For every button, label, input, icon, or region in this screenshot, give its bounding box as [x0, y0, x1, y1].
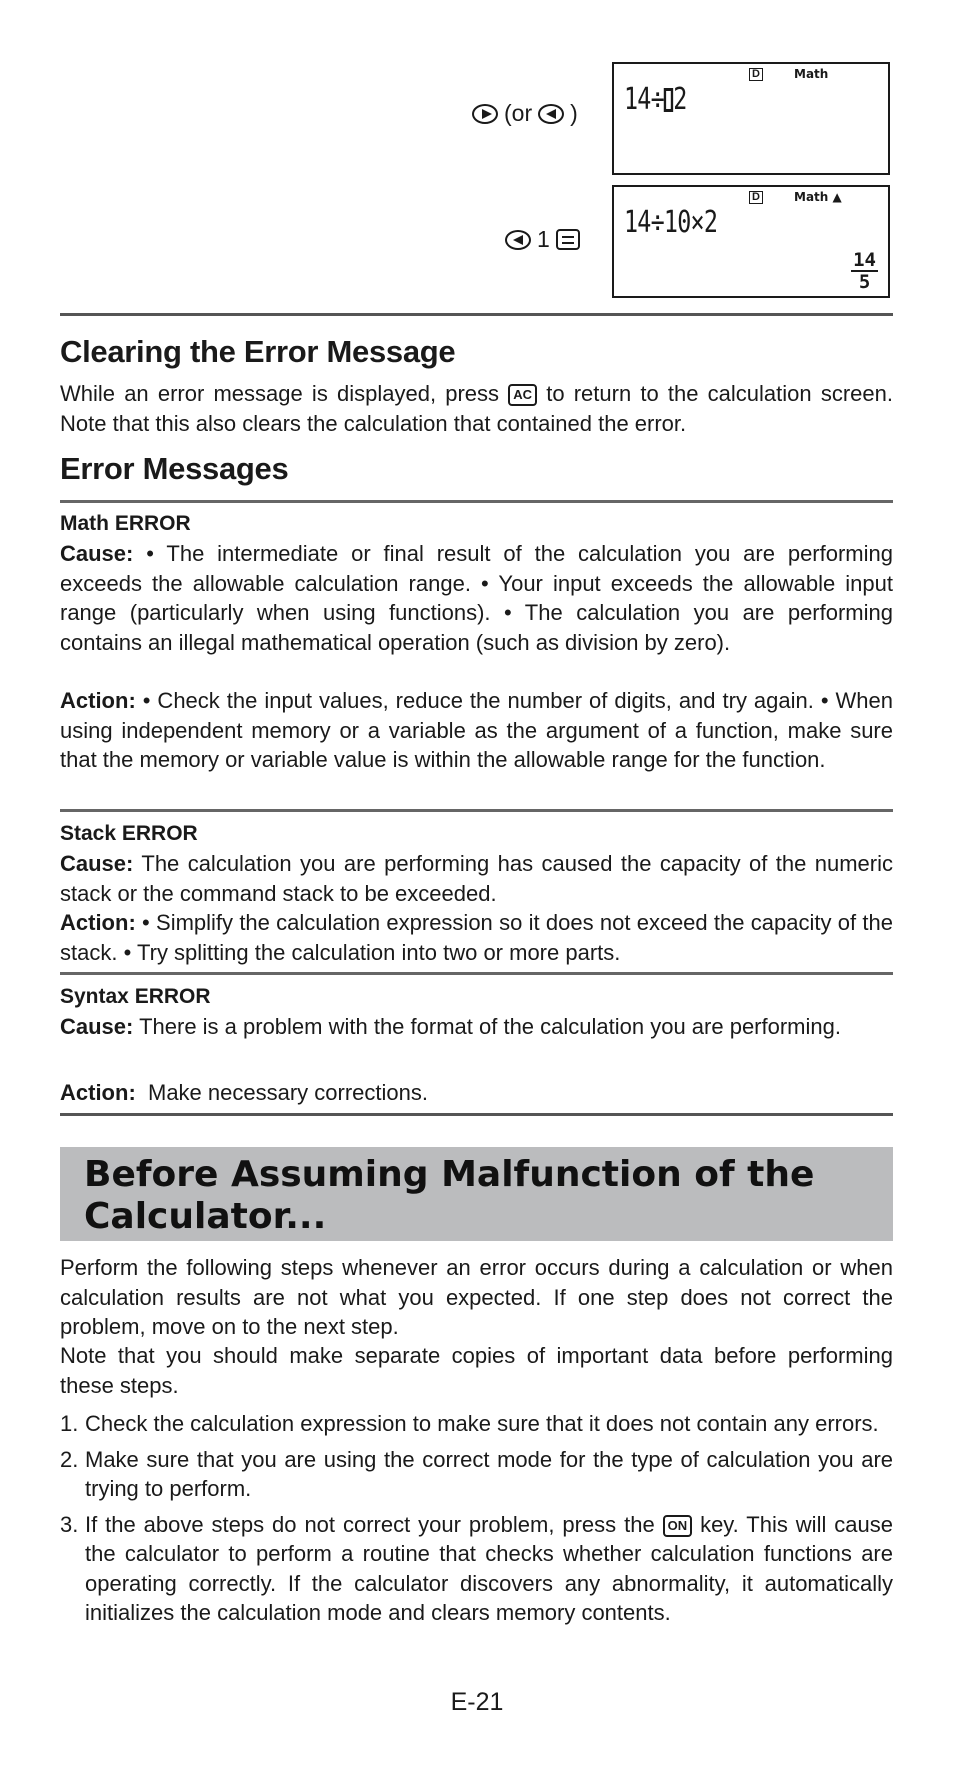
- malfunction-note: Note that you should make separate copies of important data before performing these steps.: [60, 1343, 893, 1398]
- malfunction-steps: [60, 1409, 893, 1628]
- math-error-cause: [60, 539, 893, 657]
- degree-indicator: D: [749, 191, 763, 204]
- action-text: • Simplify the calculation expression so it does not exceed the capacity of the stack. • Try splitting the calculation into two or more parts.: [60, 910, 893, 965]
- on-key-icon: ON: [663, 1515, 693, 1537]
- action-label: Action:: [60, 688, 136, 713]
- math-error-action: [60, 686, 893, 775]
- section-divider: [60, 1113, 893, 1116]
- step-text-after: key. This will cause the calculator to perform a routine that checks whether calculation functions are operating correctly. If the calculator discovers any abnormality, it automatically initializes the calculation mode and clears memory contents.: [85, 1511, 893, 1625]
- key-sequence-2: [505, 226, 580, 253]
- error-title-syntax: Syntax ERROR: [60, 985, 211, 1008]
- step-text: Check the calculation expression to make sure that it does not contain any errors.: [85, 1411, 879, 1436]
- expression-before-cursor: 14÷: [624, 82, 664, 117]
- cause-text: There is a problem with the format of the calculation you are performing.: [139, 1014, 841, 1039]
- malfunction-intro: Perform the following steps whenever an error occurs during a calculation or when calculation results are not what you expected. If one step does not correct the problem, move on to the next step.: [60, 1255, 893, 1339]
- list-item: [60, 1445, 893, 1504]
- cursor-right-key-icon: [472, 104, 498, 124]
- syntax-error-cause: [60, 1012, 893, 1042]
- screen-expression: 14÷10×2: [624, 205, 718, 240]
- insert-cursor-icon: [664, 88, 673, 112]
- error-title-stack: Stack ERROR: [60, 822, 198, 845]
- key-sequence-or: (or: [504, 100, 533, 126]
- screen-result-fraction: [851, 250, 878, 292]
- key-sequence-number: 1: [537, 226, 550, 252]
- cause-text: • The intermediate or final result of the calculation you are performing exceeds the allowable calculation range. • Your input exceeds the allowable input range (particularly when using functions). • The calculation you are performing contains an illegal mathematical operation (such as division by zero).: [60, 541, 893, 655]
- malfunction-heading: Before Assuming Malfunction of the Calculator...: [84, 1154, 815, 1237]
- degree-indicator: D: [749, 68, 763, 81]
- math-indicator: Math: [794, 67, 829, 81]
- list-item: [60, 1409, 893, 1439]
- clearing-text-before: While an error message is displayed, press: [60, 381, 500, 406]
- step-number: 2.: [60, 1446, 79, 1472]
- cursor-left-key-icon: [505, 230, 531, 250]
- step-number: 3.: [60, 1511, 79, 1537]
- calculator-screen-1: [612, 62, 890, 175]
- error-messages-heading: Error Messages: [60, 451, 289, 486]
- screen-expression: [624, 82, 687, 117]
- action-text: Make necessary corrections.: [148, 1080, 428, 1105]
- math-indicator: Math ▲: [794, 190, 842, 204]
- step-text-before: If the above steps do not correct your problem, press the: [85, 1511, 655, 1537]
- equals-key-icon: [556, 229, 580, 250]
- action-label: Action:: [60, 910, 136, 935]
- step-text: Make sure that you are using the correct mode for the type of calculation you are trying to perform.: [85, 1446, 893, 1501]
- expression-after-cursor: 2: [673, 82, 687, 117]
- cause-label: Cause:: [60, 541, 134, 566]
- section-divider: [60, 313, 893, 316]
- fraction-denominator: 5: [858, 271, 871, 293]
- fraction-numerator: 14: [853, 249, 876, 271]
- ac-key-icon: AC: [508, 384, 537, 406]
- action-text: • Check the input values, reduce the number of digits, and try again. • When using independent memory or a variable as the argument of a function, make sure that the memory or variable value is within the allowable range for the function.: [60, 688, 893, 772]
- key-sequence-1: [472, 100, 578, 127]
- list-item: [60, 1510, 893, 1628]
- cause-label: Cause:: [60, 851, 134, 876]
- clearing-text-after: to return to the calculation screen. Note that this also clears the calculation that contained the error.: [60, 381, 893, 436]
- action-label: Action:: [60, 1080, 136, 1105]
- syntax-error-action: [60, 1078, 893, 1108]
- error-divider: [60, 972, 893, 975]
- clearing-heading: Clearing the Error Message: [60, 334, 456, 369]
- cause-text: The calculation you are performing has caused the capacity of the numeric stack or the command stack to be exceeded.: [60, 851, 893, 906]
- clearing-paragraph: [60, 379, 893, 438]
- section-divider: [60, 500, 893, 503]
- stack-error-action: [60, 908, 893, 967]
- cursor-left-key-icon: [538, 104, 564, 124]
- error-divider: [60, 809, 893, 812]
- cause-label: Cause:: [60, 1014, 134, 1039]
- step-number: 1.: [60, 1411, 79, 1436]
- calculator-screen-2: [612, 185, 890, 298]
- page-number: E-21: [450, 1688, 504, 1716]
- error-title-math: Math ERROR: [60, 512, 191, 535]
- key-sequence-close: ): [570, 100, 578, 126]
- stack-error-cause: [60, 849, 893, 908]
